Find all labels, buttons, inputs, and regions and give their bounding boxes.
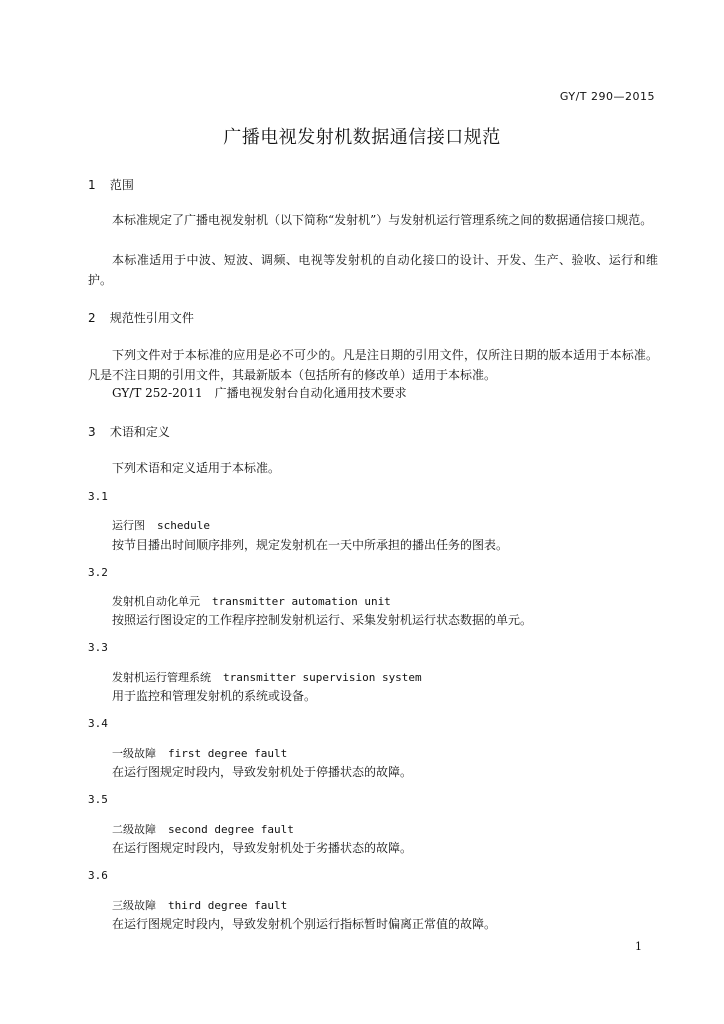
section-2-heading: [88, 309, 194, 326]
term-definition: 用于监控和管理发射机的系统或设备。: [112, 689, 317, 703]
term-chinese: 二级故障: [112, 823, 156, 836]
term-english: transmitter automation unit: [212, 595, 391, 608]
section-3-heading: [88, 423, 170, 440]
term-definition: 按照运行图设定的工作程序控制发射机运行、采集发射机运行状态数据的单元。: [112, 613, 533, 627]
term-chinese: 一级故障: [112, 747, 156, 760]
clause-number: 3.6: [88, 869, 108, 882]
term-heading: [112, 517, 210, 533]
term-definition: 在运行图规定时段内，导致发射机处于停播状态的故障。: [112, 765, 413, 779]
header-standard-code: GY/T 290—2015: [559, 90, 655, 103]
term-heading: [112, 593, 391, 609]
term-english: second degree fault: [168, 823, 294, 836]
section-1-paragraph-1: 本标准规定了广播电视发射机（以下简称“发射机”）与发射机运行管理系统之间的数据通信接口规范。: [112, 213, 653, 227]
section-title: 范围: [109, 178, 134, 192]
clause-number: 3.1: [88, 490, 108, 503]
term-english: schedule: [157, 519, 210, 532]
term-english: first degree fault: [168, 747, 288, 760]
document-title: 广播电视发射机数据通信接口规范: [223, 127, 501, 148]
term-chinese: 发射机自动化单元: [112, 595, 200, 608]
term-heading: [112, 897, 287, 913]
term-heading: [112, 821, 294, 837]
clause-number: 3.2: [88, 566, 108, 579]
section-3-intro: 下列术语和定义适用于本标准。: [112, 461, 281, 475]
term-chinese: 三级故障: [112, 899, 156, 912]
term-english: transmitter supervision system: [223, 671, 422, 684]
normative-reference: GY/T 252-2011 广播电视发射台自动化通用技术要求: [112, 386, 407, 400]
clause-number: 3.3: [88, 641, 108, 654]
term-heading: [112, 669, 422, 685]
section-number: 3: [88, 425, 96, 439]
term-chinese: 发射机运行管理系统: [112, 671, 211, 684]
term-definition: 在运行图规定时段内，导致发射机个别运行指标暂时偏离正常值的故障。: [112, 917, 497, 931]
section-2-paragraph-1: 下列文件对于本标准的应用是必不可少的。凡是注日期的引用文件，仅所注日期的版本适用于本标准。凡是不注日期的引用文件，其最新版本（包括所有的修改单）适用于本标准。: [88, 348, 658, 382]
term-chinese: 运行图: [112, 519, 145, 532]
term-definition: 在运行图规定时段内，导致发射机处于劣播状态的故障。: [112, 841, 413, 855]
section-number: 1: [88, 178, 96, 192]
section-1-paragraph-2: 本标准适用于中波、短波、调频、电视等发射机的自动化接口的设计、开发、生产、验收、运行和维护。: [88, 253, 658, 287]
term-heading: [112, 745, 287, 761]
term-english: third degree fault: [168, 899, 288, 912]
section-title: 术语和定义: [109, 425, 170, 439]
section-title: 规范性引用文件: [109, 311, 194, 325]
clause-number: 3.5: [88, 793, 108, 806]
section-1-heading: [88, 176, 134, 193]
page-number: 1: [635, 940, 642, 953]
clause-number: 3.4: [88, 717, 108, 730]
section-number: 2: [88, 311, 96, 325]
term-definition: 按节目播出时间顺序排列，规定发射机在一天中所承担的播出任务的图表。: [112, 538, 509, 552]
